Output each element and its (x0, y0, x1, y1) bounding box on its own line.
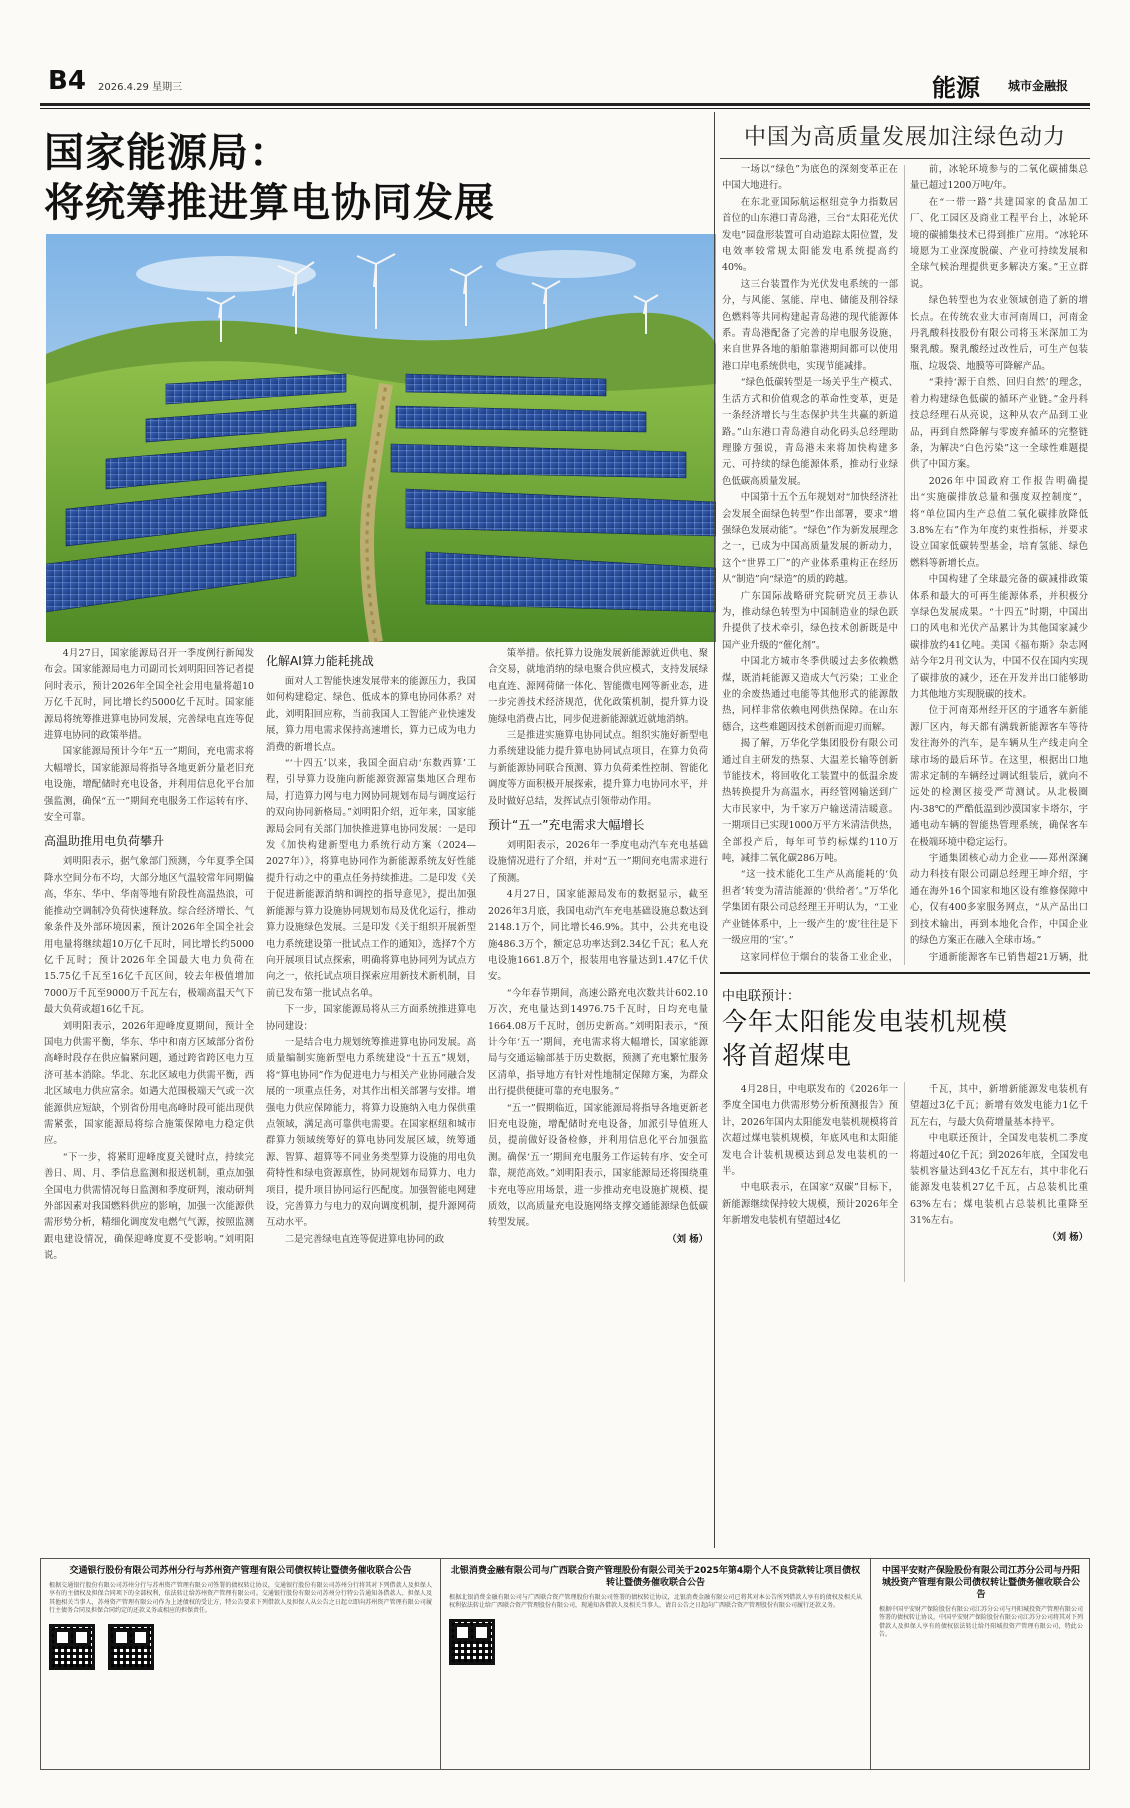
column-divider (904, 165, 905, 965)
notice-left (41, 1559, 441, 1769)
header-rule-thin (40, 108, 1090, 109)
col2-paragraph: 二是完善绿电直连等促进算电协同的政 (284, 1233, 445, 1245)
right-paragraph: 宇通新能源客车已销售超21万辆，批 (928, 951, 1088, 963)
subheading-may-day-charging: 预计“五一”充电需求大幅增长 (488, 818, 645, 833)
section-divider (720, 972, 1090, 974)
right-paragraph: 中国北方城市冬季供暖过去多依赖燃煤，既消耗能源又造成大气污染；工业企业的余废热通过电能等其他形式的能源散热，同样非常依赖电网供热保障。在山东德合，这些难题因技术创新而迎刃而解。 (722, 656, 898, 733)
newspaper-brand: 城市金融报 (1007, 79, 1068, 93)
headline-line-2: 将统筹推进算电协同发展 (44, 180, 495, 226)
solar-farm-illustration (46, 234, 716, 642)
notice-body: 根据北银消费金融有限公司与广西联合资产管理股份有限公司签署的债权转让协议，北银消费金融有限公司已将其对本公告所列借款人享有的债权及相关从权利依法转让给广西联合资产管理股份有限公司，现通知各借款人及相关当事人，请自公告之日起向广西联合资产管理股份有限公司履行还款义务。 (449, 1594, 862, 1610)
bottom-paragraph: 4月28日，中电联发布的《2026年一季度全国电力供需形势分析预测报告》预计，2026年国内太阳能发电装机规模将首次超过煤电装机规模，年底风电和太阳能发电合计装机规模达到总发电装机的一半。 (722, 1084, 898, 1178)
notice-title: 北银消费金融有限公司与广西联合资产管理股份有限公司关于2025年第4期个人不良贷款转让项目债权转让暨债务催收联合公告 (450, 1566, 861, 1588)
author-signature: （刘 杨） (1047, 1231, 1088, 1243)
notice-title: 交通银行股份有限公司苏州分行与苏州资产管理有限公司债权转让暨债务催收联合公告 (69, 1566, 412, 1576)
notice-middle (441, 1559, 871, 1769)
notice-title: 中国平安财产保险股份有限公司江苏分公司与丹阳城投资产管理有限公司债权转让暨债务催收联合公告 (881, 1566, 1080, 1600)
right-paragraph: 绿色转型也为农业领域创造了新的增长点。在传统农业大市河南周口，河南金丹乳酸科技股份有限公司将玉米深加工为聚乳酸。聚乳酸经过改性后，可生产包装瓶、垃圾袋、地膜等可降解产品。 (910, 295, 1088, 372)
right-paragraph: 宇通集团核心动力企业——郑州深澜动力科技有限公司副总经理王坤介绍，宇通在海外16个国家和地区设有维修保障中心，仅有400多家服务网点，“从产品出口到技术输出，再到本地化合作，中国企业的绿色方案正在融入全球市场。” (910, 853, 1088, 947)
right-paragraph: 广东国际战略研究院研究员王恭认为，推动绿色转型为中国制造业的绿色跃升提供了技术牵引，绿色技术创新既是中国产业升级的“催化剂”。 (722, 590, 898, 651)
col2-paragraph: 面对人工智能快速发展带来的能源压力，我国如何构建稳定、绿色、低成本的算电协同体系？对此，刘明阳回应称，当前我国人工智能产业快速发展，算力用电需求保持高速增长，算力已成为电力消费的新增长点。 (266, 676, 476, 753)
right-article-column-b (910, 162, 1088, 967)
bottom-paragraph: 中电联还预计，全国发电装机二季度将超过40亿千瓦；到2026年底，全国发电装机容量达到43亿千瓦左右，其中非化石能源发电装机27亿千瓦，占总装机比重63%左右；煤电装机占总装机比重降至31%左右。 (910, 1133, 1088, 1227)
right-paragraph: 在“一带一路”共建国家的食品加工厂、化工园区及商业工程平台上，冰轮环境的碳捕集技术已得到推广应用。“冰轮环境愿为工业深度脱碳、产业可持续发展和全球气候治理提供更多解决方案。”王立群说。 (910, 196, 1088, 290)
bottom-article-title (722, 1005, 1008, 1073)
right-paragraph: 前，冰轮环境参与的二氧化碳捕集总量已超过1200万吨/年。 (910, 164, 1088, 192)
bottom-article-column-a (722, 1082, 898, 1548)
solar-farm-photo (46, 234, 716, 642)
author-signature: （刘 杨） (667, 1233, 708, 1245)
issue-date: 2026.4.29 星期三 (98, 82, 183, 93)
right-paragraph: 中国构建了全球最完备的碳减排政策体系和最大的可再生能源体系，并积极分享绿色发展成果。“十四五”时期，中国出口的风电和光伏产品累计为其他国家减少碳排放约41亿吨。美国《福布斯》杂志网站今年2月刊文认为，中国不仅在国内实现了碳排放的减少，还在开发并出口能够助力其他地方实现脱碳的技术。 (910, 574, 1088, 700)
subheading-high-temp: 高温助推用电负荷攀升 (44, 834, 165, 849)
col1-paragraph: 国家能源局预计今年“五一”期间，充电需求将大幅增长，国家能源局将指导各地更新分量老旧充电设施，增配储时充电设备，并利用信息化平台加强监测，确保“五一”期间充电服务工作运转有序、安全可靠。 (44, 746, 254, 824)
col1-paragraph: 4月27日，国家能源局召开一季度例行新闻发布会。国家能源局电力司副司长刘明阳回答记者提问时表示，预计2026年全国全社会用电量将超10万亿千瓦时，同比增长约5000亿千瓦时。国家能源局将统筹推进算电协同发展，完善绿电直连等促进算电协同的政策举措。 (44, 648, 254, 742)
col3-paragraph: 刘明阳表示，2026年一季度电动汽车充电基础设施情况进行了介绍，并对“五一”期间充电需求进行了预测。 (488, 840, 708, 884)
right-paragraph: 揭了解，万华化学集团股份有限公司通过自主研发的热泵、大温差长输等创新节能技术，将回收化工装置中的低温余废热转换提升为高温水，再经管网输送到广大市民家中，为千家万户输送清洁暖意。一期项目已实现1000万平方米清洁供热，全部投产后，每年可节约标煤约110万吨，减排二氧化碳286万吨。 (722, 738, 898, 865)
page-header (40, 62, 1090, 102)
right-article-title: 中国为高质量发展加注绿色动力 (743, 125, 1066, 150)
bottom-title-line-2: 将首超煤电 (722, 1041, 853, 1070)
col1-paragraph: “下一步，将紧盯迎峰度夏关键时点，持续完善日、周、月、季信息监测和报送机制，重点加强全国电力供需情况每日监测和季度研判，滚动研判外部因素对我国燃料供应的影响，加强一次能源供需形势分析，精细化调度发电燃气气源，按照监测跟电建设情况，确保迎峰度夏不受影响。”刘明阳说。 (44, 1151, 254, 1262)
col3-paragraph: 三是推进实施算电协同试点。组织实施好新型电力系统建设能力提升算电协同试点项目，在算力负荷与新能源协同联合预测、算力负荷柔性控制、智能化调度等方面积极开展探索，提升算力电协同水平，并及时做好总结，发挥试点引领带动作用。 (488, 730, 708, 807)
col2-paragraph: 一是结合电力规划统筹推进算电协同发展。高质量编制实施新型电力系统建设“十五五”规划，将“算电协同”作为促进电力与相关产业协同融合发展的一项重点任务，对其作出相关部署与安排。增强电力供应保障能力，将算力设施纳入电力保供重点领域，满足高可靠供电需要。在国家枢纽和城市群算力领域统筹好的算电协同发展区域，统筹通源、智算、超算等不同业务类型算力设施的用电负荷特性和绿电资源禀性，协同规划布局算力、电力项目，提升项目协同运行匹配度。加强智能电网建设，完善算力与电力的双向调度机制，提升源网荷互动水平。 (266, 1036, 476, 1229)
col1-paragraph: 刘明阳表示，2026年迎峰度夏期间，预计全国电力供需平衡，华东、华中和南方区域部分省份高峰时段存在供应偏紧问题，通过跨省跨区电力互济可基本消除。华北、东北区域电力供需平衡，西北区域电力供应富余。如遇大范围极端天气或一次能源供应短缺，个别省份用电高峰时段可能出现供需紧张，国家能源局将综合施策保障电力稳定供应。 (44, 1020, 254, 1147)
column-divider (904, 1082, 905, 1282)
bottom-article-subtitle: 中电联预计： (722, 989, 801, 1004)
right-article-column-a (722, 162, 898, 967)
headline-line-1: 国家能源局： (44, 130, 290, 176)
right-paragraph: 一场以“绿色”为底色的深刻变革正在中国大地进行。 (722, 164, 898, 192)
qr-code-icon (449, 1619, 495, 1665)
article-column-2 (266, 646, 476, 1550)
qr-code-icon (49, 1624, 95, 1670)
right-paragraph: 中国第十五个五年规划对“加快经济社会发展全面绿色转型”作出部署，要求“增强绿色发展动能”。“绿色”作为新发展理念之一，已成为中国高质量发展的新动力，这个“世界工厂”的产业体系重构正在经历从“制造”向“绿造”的质的跨越。 (722, 492, 898, 586)
bottom-article-column-b (910, 1082, 1088, 1548)
col2-paragraph: “‘十四五’以来，我国全面启动‘东数西算’工程，引导算力设施向新能源资源富集地区合理布局，打造算力网与电力网协同规划布局与调度运行的双向协同新格局。”刘明阳介绍，近年来，国家能源局会同有关部门加快推进算电协同发展：一是印发《加快构建新型电力系统行动方案（2024—2027年）》，将算电协同作为新能源系统友好性能提升行动之中的重点任务持续推进。二是印发《关于促进新能源消纳和调控的指导意见》，提出加强新能源与算力设施协同规划布局及优化运行，推动算力设施绿色发展。三是印发《关于组织开展新型电力系统建设第一批试点工作的通知》，选择7个方向开展项目试点探索，明确将算电协同列为试点方向之一，依托试点项目探索应用新技术新机制，目前已发布第一批试点名单。 (266, 758, 476, 999)
right-paragraph: 这家同样位于烟台的装备工业企业， (740, 951, 898, 963)
section-name: 能源 (932, 74, 980, 102)
subheading-ai-computing: 化解AI算力能耗挑战 (266, 654, 374, 668)
notice-right (871, 1559, 1091, 1769)
right-paragraph: “绿色低碳转型是一场关乎生产模式、生活方式和价值观念的革命性变革，更是一条经济增长与生态保护共生共赢的新道路。”山东港口青岛港自动化码头总经理助理滕方强说，青岛港未来将加快构建多元、可持续的绿色能源体系，推动行业绿色低碳高质量发展。 (722, 377, 898, 487)
col3-paragraph: 策举措。依托算力设施发展新能源就近供电、聚合交易，就地消纳的绿电聚合供应模式，支持发展绿电直连、源网荷储一体化、智能微电网等新业态，进一步完善技术经济规范，优化政策机制，提升算力设施绿电消费占比，同步促进新能源就近就地消纳。 (488, 648, 708, 725)
col2-paragraph: 下一步，国家能源局将从三方面系统推进算电协同建设： (266, 1004, 476, 1032)
qr-code-icon (108, 1624, 154, 1670)
notice-body: 根据中国平安财产保险股份有限公司江苏分公司与丹阳城投资产管理有限公司签署的债权转让协议，中国平安财产保险股份有限公司江苏分公司将其对下列借款人及担保人享有的债权依法转让给丹阳城投资产管理有限公司，特此公告。 (879, 1606, 1084, 1639)
bottom-title-line-1: 今年太阳能发电装机规模 (722, 1007, 1009, 1036)
title-underline (720, 158, 1090, 159)
right-paragraph: “这一技术能化工生产从高能耗的‘负担者’转变为清洁能源的‘供给者’。”万华化学集团有限公司总经理王开明认为，“工业产业链体系中，上一级产生的‘废’往往是下一级应用的‘宝’。” (722, 869, 898, 947)
right-paragraph: 这三台装置作为光伏发电系统的一部分，与风能、氢能、岸电、储能及削谷绿色燃料等共同构建起青岛港的现代能源体系。青岛港配备了完善的岸电服务设施，来自世界各地的船舶靠港期间都可以使用港口岸电系统供电，实现节能减排。 (722, 278, 898, 372)
col3-paragraph: “今年春节期间，高速公路充电次数共计602.10万次，充电量达到14976.75千瓦时，日均充电量1664.08万千瓦时，创历史新高。”刘明阳表示，“预计今年‘五一’期间，充电需求将大幅增长，国家能源局与交通运输部基于历史数据，预测了充电繁忙服务区清单，指导地方有针对性地制定保障方案，为群众出行提供便捷可靠的充电服务。” (488, 987, 708, 1098)
col1-paragraph: 刘明阳表示，据气象部门预测，今年夏季全国降水空间分布不均，大部分地区气温较常年同期偏高，华东、华中、华南等地有阶段性高温热浪，可能推动空调制冷负荷快速释放。综合经济增长、气象条件及外部环境因素，预计2026年全国全社会用电量将继续超10万亿千瓦时，同比增长约5000亿千瓦时；预计2026年全国最大电力负荷在15.75亿千瓦至16亿千瓦区间，较去年极值增加7000万千瓦至9000万千瓦左右，极端高温天气下最大负荷或超16亿千瓦。 (44, 856, 254, 1016)
main-headline (44, 128, 495, 228)
right-paragraph: “秉持‘源于自然、回归自然’的理念，着力构建绿色低碳的循环产业链。”金丹科技总经理石从亮说，这种从农产品到工业品，再到自然降解与零废弃循环的完整链条，为解决“白色污染”这一全球性难题提供了中国方案。 (910, 377, 1088, 471)
bottom-paragraph: 千瓦，其中，新增新能源发电装机有望超过3亿千瓦；新增有效发电能力1亿千瓦左右，与最大负荷增量基本持平。 (910, 1084, 1088, 1128)
page-number: B4 (48, 66, 86, 96)
bottom-paragraph: 中电联表示，在国家“双碳”目标下，新能源继续保持较大规模，预计2026年全年新增发电装机有望超过4亿 (722, 1182, 898, 1227)
right-paragraph: 位于河南郑州经开区的宇通客车新能源厂区内，每天都有满载新能源客车等待发往海外的汽车，是车辆从生产线走向全球市场的最后环节。在这里，根据出口地需求定制的车辆经过调试组装后，就向不远处的检测区接受严苛测试。从北极圈内-38℃的严酷低温到沙漠国家卡塔尔，宇通电动车辆的智能热管理系统，确保客车在极端环境中稳定运行。 (910, 705, 1088, 848)
right-paragraph: 2026年中国政府工作报告明确提出“实施碳排放总量和强度双控制度”，将“单位国内生产总值二氧化碳排放降低3.8%左右”作为年度约束性指标，并要求设立国家低碳转型基金，培育氢能、绿色燃料等新增长点。 (910, 475, 1088, 569)
article-column-1 (44, 646, 254, 1550)
article-column-3 (488, 646, 708, 1550)
col3-paragraph: 4月27日，国家能源局发布的数据显示，截至2026年3月底，我国电动汽车充电基础设施总数达到2148.1万个，同比增长46.9%。其中，公共充电设施486.3万个，额定总功率达到2.34亿千瓦；私人充电设施1661.8万个，报装用电容量达到1.47亿千伏安。 (488, 889, 708, 983)
notice-body: 根据交通银行股份有限公司苏州分行与苏州资产管理有限公司签署的债权转让协议，交通银行股份有限公司苏州分行将其对下列借款人及担保人享有的主债权及担保合同项下的全部权利，依法转让给苏州资产管理有限公司。交通银行股份有限公司苏州分行特公告通知各借款人、担保人及其他相关当事人，苏州资产管理有限公司作为上述债权的受让方，特公告要求下列借款人及担保人从公告之日起立即向苏州资产管理有限公司履行主债务合同及担保合同约定的还款义务或相应的担保责任。 (49, 1582, 432, 1615)
legal-notices (40, 1558, 1090, 1770)
header-rule (40, 103, 1090, 106)
col3-paragraph: “五一”假期临近，国家能源局将指导各地更新老旧充电设施，增配储时充电设备，加派引导值班人员，提前做好设备检修，并利用信息化平台加强监测。确保‘五一’期间充电服务工作运转有序、安全可靠，规范高效。”刘明阳表示，国家能源局还将围绕重卡充电等应用场景，进一步推动充电设施扩规模、提质效，以高质量充电设施网络支撑交通能源绿色低碳转型发展。 (488, 1102, 708, 1229)
column-divider (714, 112, 715, 1548)
right-paragraph: 在东北亚国际航运枢纽竞争力指数居首位的山东港口青岛港，三台“太阳花光伏发电”园盘形装置可自动追踪太阳位置，发电效率较常规太阳能发电系统提高约40%。 (722, 196, 898, 274)
